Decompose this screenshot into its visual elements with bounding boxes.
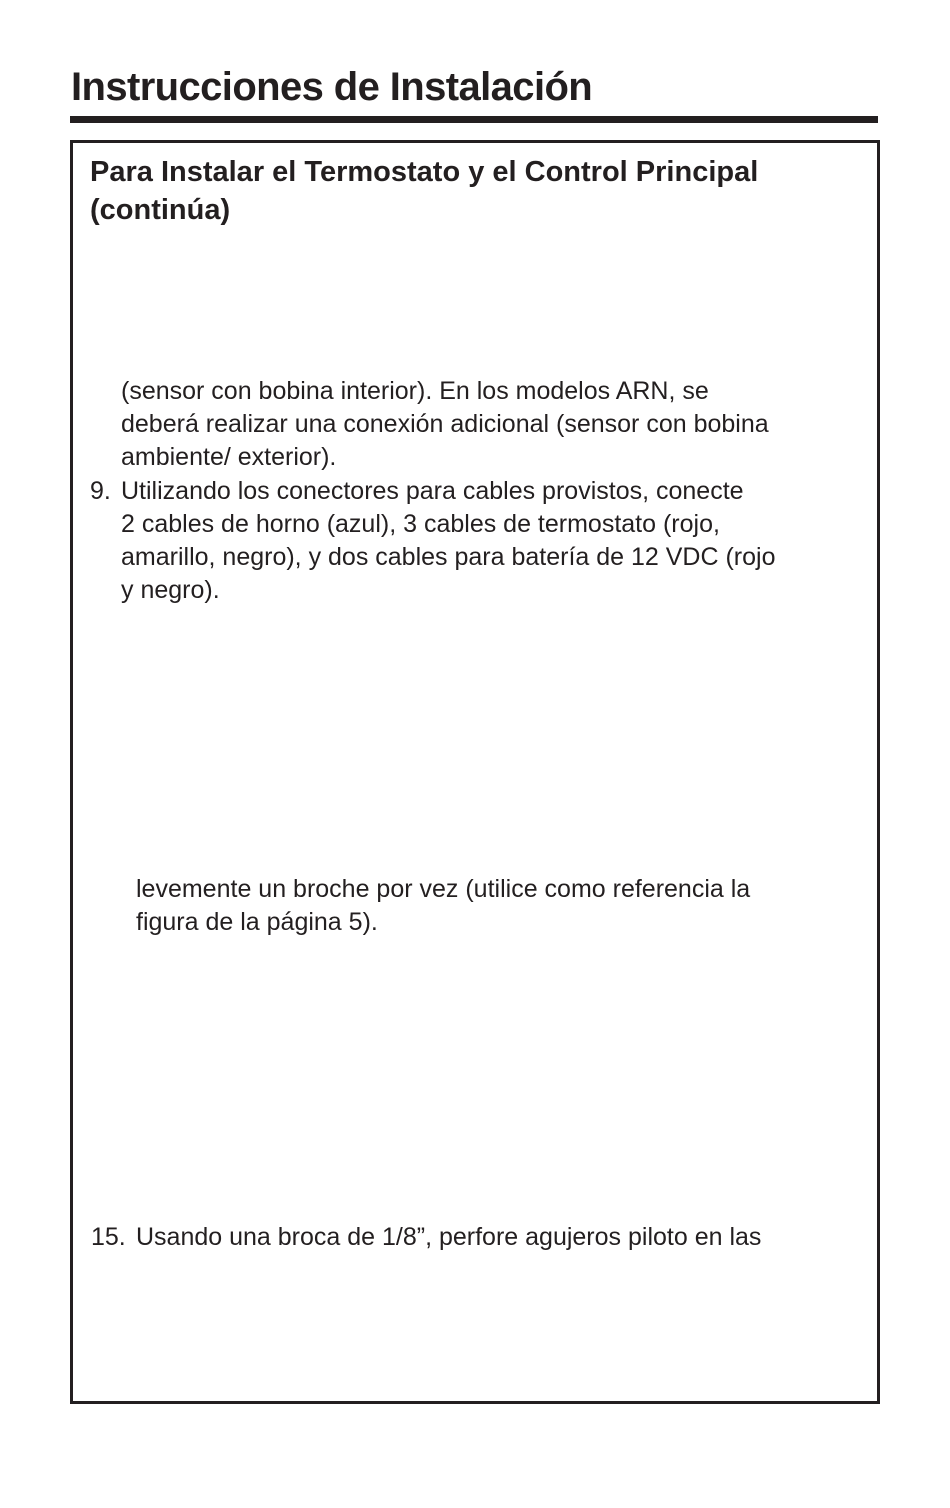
paragraph-line: figura de la página 5). [136,908,378,936]
step-9 [90,475,776,607]
title-rule [70,116,878,123]
step-9-line: amarillo, negro), y dos cables para batería de 12 VDC (rojo [121,543,776,571]
step-9-number: 9. [90,477,111,505]
paragraph-line: ambiente/ exterior). [121,443,337,471]
continued-paragraph [121,375,769,474]
paragraph-line: levemente un broche por vez (utilice como referencia la [136,875,751,903]
step-15-number: 15. [91,1223,126,1251]
content-box [70,140,880,1404]
step-15-line: Usando una broca de 1/8”, perfore agujeros piloto en las [136,1223,762,1251]
section-heading [90,153,850,229]
step-9-line: y negro). [121,576,220,604]
page-title: Instrucciones de Instalación [71,65,593,109]
paragraph-line: deberá realizar una conexión adicional (sensor con bobina [121,410,769,438]
step-15 [91,1221,762,1254]
continued-paragraph-2 [136,873,750,939]
section-heading-line-1: Para Instalar el Termostato y el Control Principal [90,156,759,188]
step-9-line: 2 cables de horno (azul), 3 cables de termostato (rojo, [121,510,720,538]
paragraph-line: (sensor con bobina interior). En los modelos ARN, se [121,377,709,405]
step-9-line: Utilizando los conectores para cables provistos, conecte [121,477,744,505]
section-heading-line-2: (continúa) [90,194,231,226]
